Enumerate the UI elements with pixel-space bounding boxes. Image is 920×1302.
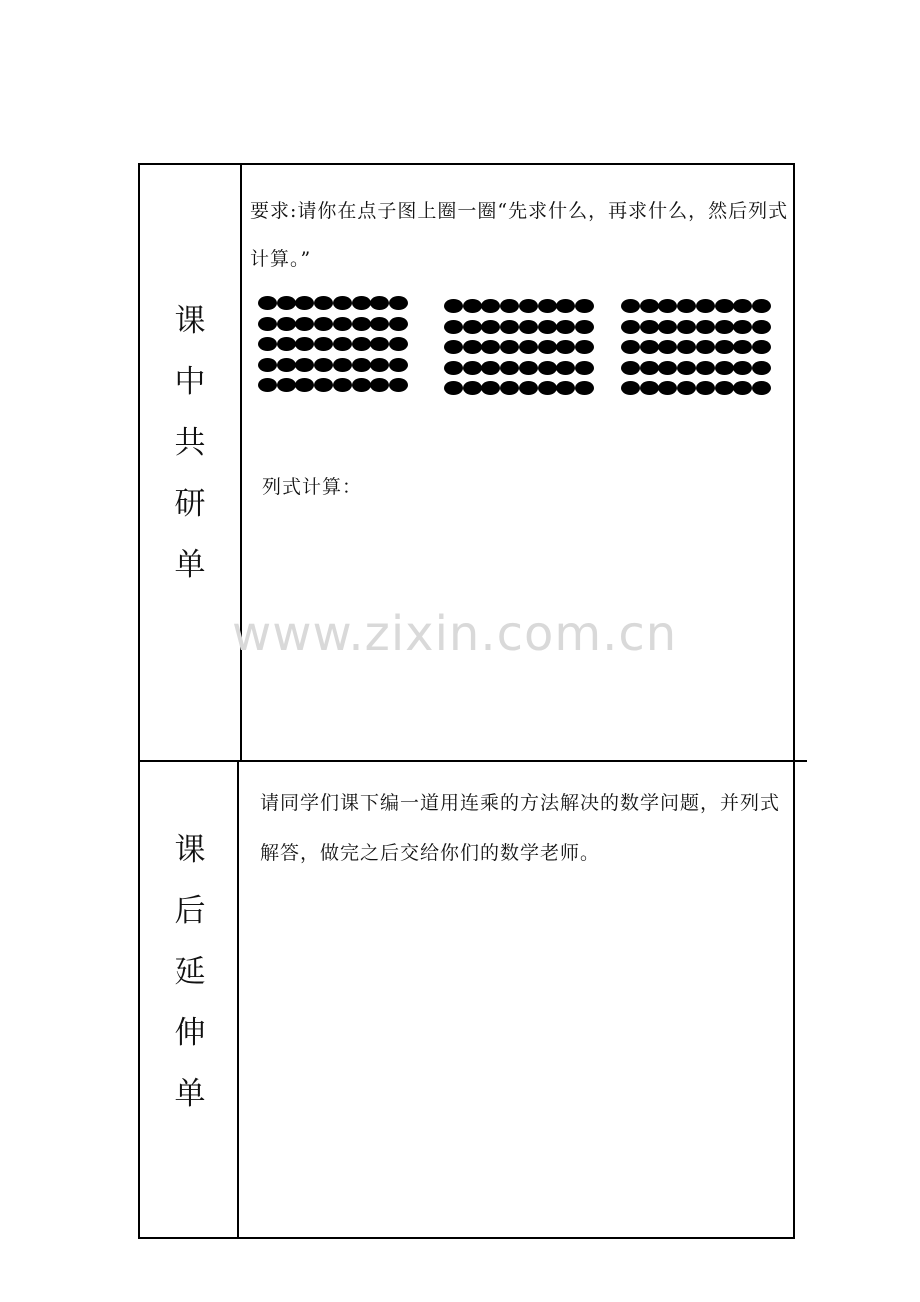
- dot: [696, 361, 715, 375]
- dot: [640, 340, 659, 354]
- dot: [444, 299, 463, 313]
- dot: [333, 296, 352, 310]
- dot: [481, 340, 500, 354]
- dot: [658, 320, 677, 334]
- label-char: 课: [174, 303, 206, 339]
- dot: [352, 358, 371, 372]
- column-divider-top: [240, 165, 242, 761]
- dot: [389, 337, 408, 351]
- column-divider-bottom: [237, 761, 239, 1239]
- dot: [677, 381, 696, 395]
- dot: [295, 378, 314, 392]
- dot: [696, 299, 715, 313]
- dot: [752, 361, 771, 375]
- dot: [370, 337, 389, 351]
- requirement-text: 要求:请你在点子图上圈一圈“先求什么，再求什么，然后列式计算。”: [250, 200, 789, 270]
- dot: [258, 358, 277, 372]
- dot: [314, 317, 333, 331]
- dot: [696, 340, 715, 354]
- dot: [295, 317, 314, 331]
- dot: [258, 337, 277, 351]
- dot: [295, 296, 314, 310]
- dot: [500, 299, 519, 313]
- dot: [500, 361, 519, 375]
- dot: [658, 340, 677, 354]
- dot: [333, 317, 352, 331]
- dot: [575, 361, 594, 375]
- dot: [333, 337, 352, 351]
- dot: [677, 340, 696, 354]
- dot: [658, 299, 677, 313]
- dot: [463, 320, 482, 334]
- row-divider: [140, 760, 807, 762]
- dot: [752, 381, 771, 395]
- dot: [733, 361, 752, 375]
- dot: [575, 299, 594, 313]
- dot: [352, 317, 371, 331]
- dot: [752, 320, 771, 334]
- dot: [621, 320, 640, 334]
- calculation-label: 列式计算：: [262, 476, 363, 498]
- dot: [314, 358, 333, 372]
- dot: [658, 361, 677, 375]
- dot: [463, 299, 482, 313]
- dot: [640, 361, 659, 375]
- dot: [277, 358, 296, 372]
- dot: [677, 361, 696, 375]
- dot: [258, 317, 277, 331]
- dot: [538, 299, 557, 313]
- dot: [575, 381, 594, 395]
- dot: [277, 317, 296, 331]
- dot: [500, 381, 519, 395]
- dot: [463, 381, 482, 395]
- dot: [481, 361, 500, 375]
- dot: [444, 340, 463, 354]
- dot: [314, 378, 333, 392]
- worksheet-table: [138, 163, 795, 1239]
- dot: [314, 296, 333, 310]
- section-label-after-class: [160, 820, 220, 1125]
- dot: [500, 340, 519, 354]
- label-char: 伸: [174, 1015, 206, 1051]
- watermark: www.zixin.com.cn: [232, 606, 678, 662]
- dot: [715, 340, 734, 354]
- dot: [538, 340, 557, 354]
- dot: [519, 320, 538, 334]
- label-char: 中: [174, 364, 206, 400]
- dot: [258, 296, 277, 310]
- dot: [733, 299, 752, 313]
- dot: [352, 337, 371, 351]
- dot: [333, 378, 352, 392]
- dot: [444, 320, 463, 334]
- dot: [556, 320, 575, 334]
- dot: [575, 320, 594, 334]
- dot: [677, 320, 696, 334]
- dot: [295, 358, 314, 372]
- dot: [677, 299, 696, 313]
- dot: [658, 381, 677, 395]
- dot: [389, 317, 408, 331]
- dot: [575, 340, 594, 354]
- label-char: 单: [174, 1076, 206, 1112]
- dot: [481, 381, 500, 395]
- dot: [538, 320, 557, 334]
- dot: [696, 320, 715, 334]
- dot: [370, 296, 389, 310]
- dot: [640, 299, 659, 313]
- dot: [733, 381, 752, 395]
- dot: [519, 361, 538, 375]
- dot: [463, 361, 482, 375]
- dot: [621, 299, 640, 313]
- label-char: 单: [174, 547, 206, 583]
- section-label-in-class: [160, 291, 220, 596]
- dot: [500, 320, 519, 334]
- dot: [538, 361, 557, 375]
- dot: [752, 299, 771, 313]
- dot: [640, 381, 659, 395]
- dot: [696, 381, 715, 395]
- label-char: 后: [174, 893, 206, 929]
- dot: [538, 381, 557, 395]
- dot: [621, 361, 640, 375]
- dot: [314, 337, 333, 351]
- label-char: 课: [174, 832, 206, 868]
- dot: [752, 340, 771, 354]
- dot: [333, 358, 352, 372]
- dot: [481, 299, 500, 313]
- dot: [481, 320, 500, 334]
- dot: [463, 340, 482, 354]
- dot: [295, 337, 314, 351]
- dot: [352, 296, 371, 310]
- dot: [715, 361, 734, 375]
- dot: [733, 340, 752, 354]
- dot: [277, 378, 296, 392]
- dot: [444, 361, 463, 375]
- dot: [389, 378, 408, 392]
- dot: [519, 299, 538, 313]
- dot: [556, 340, 575, 354]
- dot: [556, 299, 575, 313]
- label-char: 共: [174, 425, 206, 461]
- dot: [621, 340, 640, 354]
- dot: [519, 381, 538, 395]
- dot: [715, 320, 734, 334]
- dot: [640, 320, 659, 334]
- dot: [352, 378, 371, 392]
- dot: [277, 296, 296, 310]
- dot: [715, 381, 734, 395]
- dot: [370, 378, 389, 392]
- dot: [370, 358, 389, 372]
- dot: [277, 337, 296, 351]
- dot: [556, 381, 575, 395]
- label-char: 延: [174, 954, 206, 990]
- dot: [389, 358, 408, 372]
- label-char: 研: [174, 486, 206, 522]
- dot: [389, 296, 408, 310]
- dot: [519, 340, 538, 354]
- dot: [556, 361, 575, 375]
- dot: [733, 320, 752, 334]
- dot: [444, 381, 463, 395]
- dot: [258, 378, 277, 392]
- dot: [621, 381, 640, 395]
- extension-task-text: 请同学们课下编一道用连乘的方法解决的数学问题，并列式解答，做完之后交给你们的数学老师。: [260, 792, 781, 864]
- dot: [370, 317, 389, 331]
- dot: [715, 299, 734, 313]
